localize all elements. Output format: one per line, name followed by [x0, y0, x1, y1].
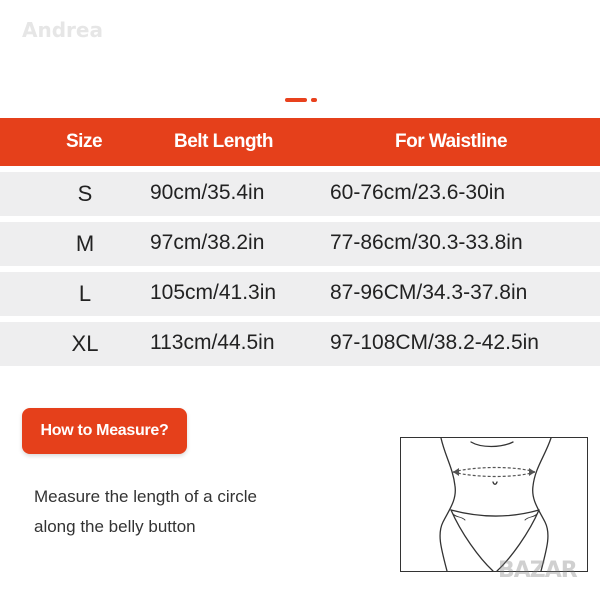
table-row [0, 172, 600, 216]
corner-watermark: BAZAR [498, 558, 577, 583]
decorative-dash [285, 98, 319, 103]
header-belt-length: Belt Length [174, 131, 273, 152]
measure-instructions [34, 482, 354, 542]
waistline-cell: 87-96CM/34.3-37.8in [330, 281, 528, 304]
size-table-header [0, 118, 600, 166]
size-cell: XL [71, 331, 99, 356]
belt-length-cell: 105cm/41.3in [150, 281, 277, 304]
header-size: Size [66, 131, 103, 152]
header-waistline: For Waistline [395, 131, 508, 152]
measure-instruction-line: along the belly button [34, 517, 196, 536]
belt-length-cell: 113cm/44.5in [150, 331, 275, 354]
waistline-cell: 97-108CM/38.2-42.5in [330, 331, 539, 354]
table-row [0, 222, 600, 266]
table-row [0, 322, 600, 366]
body-outline-illustration [401, 438, 587, 571]
belt-length-cell: 97cm/38.2in [150, 231, 265, 254]
measure-instruction-line: Measure the length of a circle [34, 487, 258, 506]
size-cell: L [78, 281, 92, 306]
table-row [0, 272, 600, 316]
watermark-text: Andrea [22, 18, 103, 42]
belt-length-cell: 90cm/35.4in [150, 181, 265, 204]
waistline-cell: 77-86cm/30.3-33.8in [330, 231, 523, 254]
size-cell: M [75, 231, 95, 256]
size-cell: S [77, 181, 93, 206]
how-to-measure-button[interactable]: How to Measure? [22, 408, 187, 454]
waist-measure-illustration [400, 437, 588, 572]
waistline-cell: 60-76cm/23.6-30in [330, 181, 506, 204]
